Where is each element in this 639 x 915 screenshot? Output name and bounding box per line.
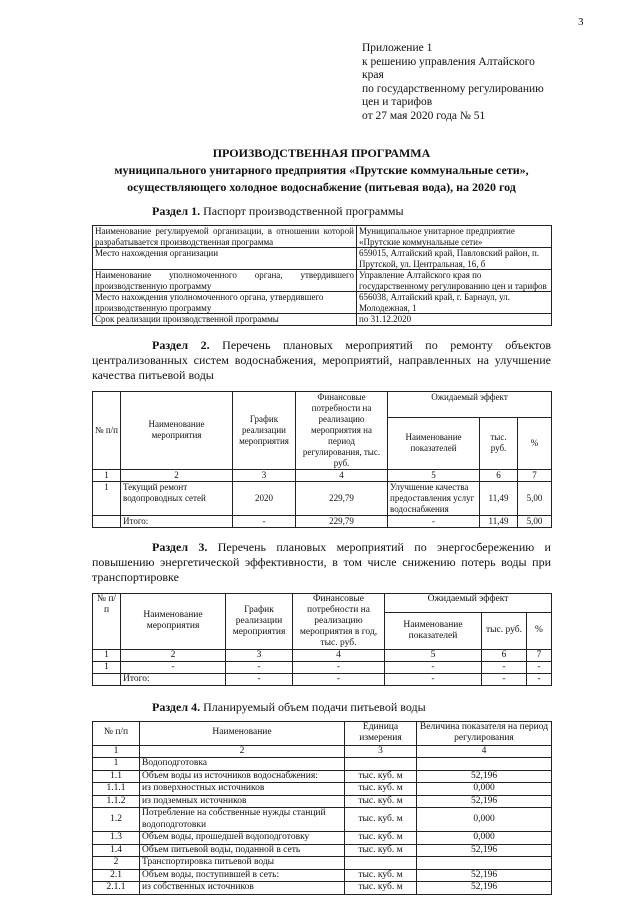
table-row [93, 783, 552, 796]
cell: 52,196 [417, 844, 552, 857]
cell: - [293, 673, 385, 685]
cell: Транспортировка питьевой воды [140, 857, 345, 870]
col-number: 6 [480, 469, 518, 481]
appendix-line: по государственному регулированию [362, 82, 544, 95]
cell: Потребление на собственные нужды станций водоподготовки [140, 808, 345, 832]
header-name: Наименование [140, 721, 345, 745]
cell: 2020 [233, 481, 296, 515]
cell: 0,000 [417, 783, 552, 796]
table-row [93, 882, 552, 895]
cell: 2.1 [93, 869, 140, 882]
cell: - [226, 673, 293, 685]
header-effect: Ожидаемый эффект [385, 593, 552, 612]
cell: Место нахождения уполномоченного органа, утвердившего производственную программу [93, 292, 357, 314]
cell: 656038, Алтайский край, г. Барнаул, ул. Молодежная, 1 [357, 292, 552, 314]
col-number: 1 [93, 745, 140, 758]
cell: тыс. куб. м [345, 783, 417, 796]
col-number: 1 [93, 649, 121, 661]
cell: Наименование уполномоченного органа, утвердившего производственную программу [93, 270, 357, 292]
total-row [93, 673, 552, 685]
cell: 1 [93, 661, 121, 673]
document-body [92, 0, 551, 915]
header-finance: Финансовые потребности на реализацию мероприятия на период регулирования, тыс. руб. [296, 391, 388, 469]
cell: 52,196 [417, 770, 552, 783]
header-schedule: График реализации мероприятия [233, 391, 296, 469]
cell: Текущий ремонт водопроводных сетей [121, 481, 233, 515]
cell: 0,000 [417, 808, 552, 832]
appendix-line: Приложение 1 [362, 42, 433, 54]
cell: тыс. куб. м [345, 869, 417, 882]
cell: 659015, Алтайский край, Павловский район, п. Прутской, ул. Центральная, 16, б [357, 248, 552, 270]
header-num: № п/п [93, 391, 121, 469]
cell: 1.2 [93, 808, 140, 832]
section-text: Паспорт производственной программы [203, 204, 404, 218]
col-number: 2 [121, 469, 233, 481]
header-value: Величина показателя на период регулирования [417, 721, 552, 745]
cell: 1.1 [93, 770, 140, 783]
section-label: Раздел 3. [152, 539, 208, 554]
cell: 52,196 [417, 869, 552, 882]
title-line: муниципального унитарного предприятия «Прутские коммунальные сети», [114, 163, 529, 177]
cell [417, 857, 552, 870]
cell [345, 857, 417, 870]
cell: - [527, 673, 552, 685]
col-number: 7 [527, 649, 552, 661]
cell [417, 758, 552, 771]
cell: 11,49 [480, 481, 518, 515]
header-unit: Единица измерения [345, 721, 417, 745]
cell: - [226, 661, 293, 673]
cell: 52,196 [417, 882, 552, 895]
col-number: 2 [140, 745, 345, 758]
table-row [93, 481, 552, 515]
cell: - [385, 661, 482, 673]
table-row [93, 758, 552, 771]
cell: 2.1.1 [93, 882, 140, 895]
header-finance: Финансовые потребности на реализацию мероприятия в год, тыс. руб. [293, 593, 385, 649]
cell: Итого: [121, 673, 226, 685]
table-row [93, 808, 552, 832]
col-number: 3 [233, 469, 296, 481]
col-number: 2 [121, 649, 226, 661]
appendix-line: к решению управления Алтайского края [362, 55, 535, 81]
section2-heading [92, 338, 551, 383]
cell: тыс. куб. м [345, 808, 417, 832]
cell: - [388, 515, 480, 527]
cell: Наименование регулируемой организации, в отношении которой разрабатывается производственная программа [93, 226, 357, 248]
section3-heading [92, 540, 551, 585]
col-number: 4 [417, 745, 552, 758]
cell [345, 758, 417, 771]
appendix-line: цен и тарифов [362, 96, 433, 108]
cell: Объем воды, поступившей в сеть: [140, 869, 345, 882]
cell: 11,49 [480, 515, 518, 527]
cell: 229,79 [296, 515, 388, 527]
cell: Объем воды из источников водоснабжения: [140, 770, 345, 783]
header-indicator: Наименование показателей [388, 418, 480, 469]
section-text: Перечень плановых мероприятий по ремонту объектов централизованных систем водоснабжения, мероприятий, направленных на улучшение качества питьевой воды [92, 337, 551, 382]
cell: - [233, 515, 296, 527]
cell: 1.4 [93, 844, 140, 857]
col-number: 3 [345, 745, 417, 758]
section4-heading [152, 700, 551, 715]
table-body [93, 758, 552, 895]
cell: Водоподготовка [140, 758, 345, 771]
cell: из собственных источников [140, 882, 345, 895]
section-text: Планируемый объем подачи питьевой воды [203, 699, 426, 714]
header-indicator: Наименование показателей [385, 612, 482, 649]
header-name: Наименование мероприятия [121, 391, 233, 469]
cell: тыс. куб. м [345, 844, 417, 857]
total-row [93, 515, 552, 527]
cell: - [482, 673, 527, 685]
section-label: Раздел 2. [152, 337, 210, 352]
cell: 0,000 [417, 832, 552, 845]
col-number: 4 [296, 469, 388, 481]
title-line: ПРОИЗВОДСТВЕННАЯ ПРОГРАММА [212, 146, 431, 160]
header-pct: % [518, 418, 552, 469]
section-text: Перечень плановых мероприятий по энергосбережению и повышению энергетической эффективности, в том числе снижению потерь воды при транспортировке [92, 539, 551, 584]
cell: тыс. куб. м [345, 882, 417, 895]
document-title [60, 145, 583, 196]
col-number: 3 [226, 649, 293, 661]
col-number: 7 [518, 469, 552, 481]
cell: 1.1.1 [93, 783, 140, 796]
section1-heading [152, 204, 551, 219]
cell: - [527, 661, 552, 673]
header-pct: % [527, 612, 552, 649]
cell: - [121, 661, 226, 673]
table-row [93, 857, 552, 870]
cell: Объем воды, прошедшей водоподготовку [140, 832, 345, 845]
cell: 1 [93, 481, 121, 515]
header-num: № п/п [93, 721, 140, 745]
cell: 2 [93, 857, 140, 870]
table-row [93, 844, 552, 857]
header-name: Наименование мероприятия [121, 593, 226, 649]
cell [93, 673, 121, 685]
cell: Муниципальное унитарное предприятие «Прутские коммунальные сети» [357, 226, 552, 248]
header-schedule: График реализации мероприятия [226, 593, 293, 649]
col-number: 5 [385, 649, 482, 661]
cell: Объем питьевой воды, поданной в сеть [140, 844, 345, 857]
col-number: 4 [293, 649, 385, 661]
cell: - [482, 661, 527, 673]
cell: тыс. куб. м [345, 770, 417, 783]
repair-measures-table [92, 391, 552, 528]
cell: 5,00 [518, 515, 552, 527]
cell: - [385, 673, 482, 685]
section-label: Раздел 1. [152, 204, 201, 218]
appendix-line: от 27 мая 2020 года № 51 [362, 109, 486, 122]
table-row [93, 770, 552, 783]
cell: из подземных источников [140, 795, 345, 808]
page-number: 3 [578, 16, 584, 28]
table-row [93, 832, 552, 845]
water-supply-volume-table [92, 721, 552, 895]
table-row [93, 869, 552, 882]
cell: из поверхностных источников [140, 783, 345, 796]
cell: 1 [93, 758, 140, 771]
cell: 229,79 [296, 481, 388, 515]
title-line: осуществляющего холодное водоснабжение (питьевая вода), на 2020 год [127, 180, 516, 194]
cell: Управление Алтайского края по государственному регулированию цен и тарифов [357, 270, 552, 292]
cell: 1.3 [93, 832, 140, 845]
section-label: Раздел 4. [152, 699, 201, 714]
col-number: 5 [388, 469, 480, 481]
cell: Место нахождения организации [93, 248, 357, 270]
cell: Срок реализации производственной программы [93, 314, 357, 326]
cell: по 31.12.2020 [357, 314, 552, 326]
header-num: № п/п [93, 593, 121, 649]
col-number: 6 [482, 649, 527, 661]
table-row [93, 795, 552, 808]
header-thous: тыс. руб. [482, 612, 527, 649]
cell: 1.1.2 [93, 795, 140, 808]
cell: тыс. куб. м [345, 832, 417, 845]
cell: - [293, 661, 385, 673]
cell: Улучшение качества предоставления услуг водоснабжения [388, 481, 480, 515]
cell [93, 515, 121, 527]
cell: 52,196 [417, 795, 552, 808]
energy-measures-table [92, 593, 552, 686]
cell: Итого: [121, 515, 233, 527]
appendix-note [362, 42, 551, 123]
header-thous: тыс. руб. [480, 418, 518, 469]
cell: 5,00 [518, 481, 552, 515]
passport-table [92, 225, 552, 326]
col-number: 1 [93, 469, 121, 481]
table-row [93, 661, 552, 673]
cell: тыс. куб. м [345, 795, 417, 808]
header-effect: Ожидаемый эффект [388, 391, 552, 418]
